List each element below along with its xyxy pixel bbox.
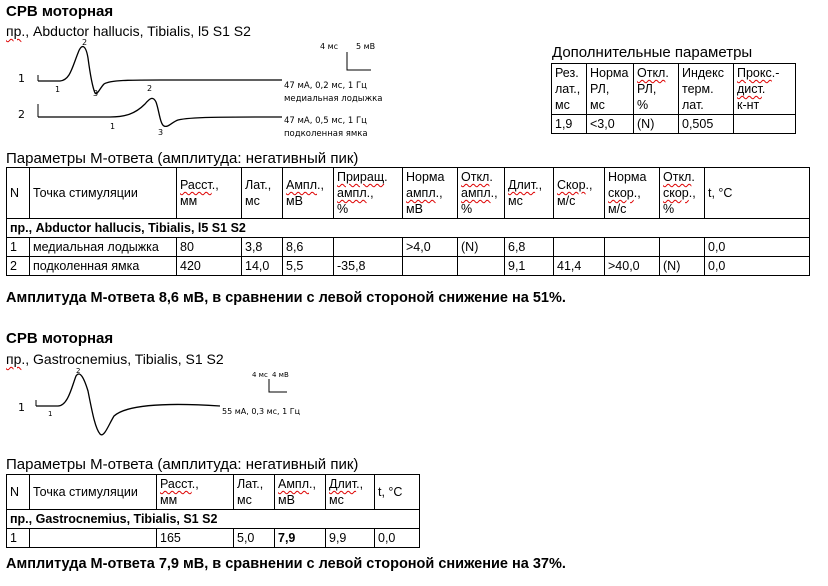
extra-values-row: [552, 115, 796, 134]
s2-scale-amp-label: 4 мВ: [272, 371, 289, 379]
section1-group-row: [7, 219, 810, 238]
section1-params-title: Параметры М-ответа (амплитуда: негативный пик): [6, 150, 359, 167]
cell: 5,5: [283, 257, 334, 276]
s2-h-dur: Длит., мс: [326, 475, 375, 510]
section2-nerve: пр., Gastrocnemius, Tibialis, S1 S2: [6, 351, 224, 367]
section2-conclusion: Амплитуда М-ответа 7,9 мВ, в сравнении с левой стороной снижение на 37%.: [6, 556, 566, 572]
h-speed: Скор., м/с: [554, 168, 605, 219]
cell: [403, 257, 458, 276]
section1-nerve: пр., Abductor hallucis, Tibialis, l5 S1 S2: [6, 23, 251, 39]
cell: (N): [660, 257, 705, 276]
section1-table: [6, 167, 810, 276]
cell: 0,0: [705, 257, 810, 276]
s2-marker-1: 1: [48, 410, 53, 418]
trace2-line: [38, 98, 282, 126]
trace2-index: 2: [18, 108, 25, 121]
t1-marker-2: 2: [82, 38, 88, 47]
cell: [30, 529, 157, 548]
trace1-site: медиальная лодыжка: [284, 94, 383, 104]
cell: 41,4: [554, 257, 605, 276]
cell: медиальная лодыжка: [30, 238, 177, 257]
h-dev-speed: Откл. скор., %: [660, 168, 705, 219]
trace2-site: подколенная ямка: [284, 129, 368, 139]
trace2-params: 47 мА, 0,5 мс, 1 Гц: [284, 116, 367, 126]
s2-h-dist: Расст., мм: [157, 475, 234, 510]
cell: 9,9: [326, 529, 375, 548]
s2-h-n: N: [7, 475, 30, 510]
cell: -35,8: [334, 257, 403, 276]
extra-params-title: Дополнительные параметры: [552, 44, 753, 61]
table-row: [7, 529, 420, 548]
extra-h-prox: Прокс.- дист. к-нт: [734, 64, 796, 115]
h-n: N: [7, 168, 30, 219]
t1-marker-3: 3: [93, 89, 99, 98]
extra-params-table: [551, 63, 796, 134]
t2-marker-2: 2: [147, 84, 153, 93]
extra-h-index: Индекс терм. лат.: [679, 64, 734, 115]
s2-h-ampl: Ампл., мВ: [275, 475, 326, 510]
cell: 165: [157, 529, 234, 548]
trace1-index: 1: [18, 72, 25, 85]
cell: 1: [7, 238, 30, 257]
cell: >40,0: [605, 257, 660, 276]
cell: 3,8: [242, 238, 283, 257]
table-row: [7, 257, 810, 276]
extra-header-row: [552, 64, 796, 115]
section2-title: СРВ моторная: [6, 330, 114, 347]
s2-marker-2: 2: [76, 367, 81, 375]
scale-amp-label: 5 мВ: [356, 42, 376, 51]
cell: 9,1: [505, 257, 554, 276]
extra-h-rez: Рез. лат., мс: [552, 64, 587, 115]
cell: 7,9: [275, 529, 326, 548]
cell: [458, 257, 505, 276]
cell: 5,0: [234, 529, 275, 548]
h-ampl: Ампл., мВ: [283, 168, 334, 219]
cell: подколенная ямка: [30, 257, 177, 276]
section2-waveforms: [0, 366, 320, 446]
s2-trace1-line: [36, 374, 220, 435]
extra-v-1: <3,0: [587, 115, 634, 134]
section2-group-row: [7, 510, 420, 529]
h-incr: Приращ. ампл., %: [334, 168, 403, 219]
cell: [554, 238, 605, 257]
section1-title: СРВ моторная: [6, 3, 114, 20]
section2-header-row: [7, 475, 420, 510]
extra-v-0: 1,9: [552, 115, 587, 134]
section1-header-row: [7, 168, 810, 219]
s2-h-lat: Лат., мс: [234, 475, 275, 510]
s2-scale-bar: [269, 379, 287, 392]
cell: 2: [7, 257, 30, 276]
s2-trace1-params: 55 мА, 0,3 мс, 1 Гц: [222, 407, 301, 416]
section1-conclusion: Амплитуда М-ответа 8,6 мВ, в сравнении с левой стороной снижение на 51%.: [6, 290, 566, 306]
s2-h-point: Точка стимуляции: [30, 475, 157, 510]
section2-params-title: Параметры М-ответа (амплитуда: негативный пик): [6, 456, 359, 473]
section1-group-label: пр., Abductor hallucis, Tibialis, l5 S1 S2: [7, 219, 810, 238]
t2-marker-1: 1: [110, 122, 116, 131]
section2-table: [6, 474, 420, 548]
t2-marker-3: 3: [158, 128, 164, 137]
extra-h-norma: Норма РЛ, мс: [587, 64, 634, 115]
h-point: Точка стимуляции: [30, 168, 177, 219]
cell: [605, 238, 660, 257]
cell: 6,8: [505, 238, 554, 257]
section1-waveforms: [0, 38, 400, 148]
h-dev-ampl: Откл. ампл., %: [458, 168, 505, 219]
cell: (N): [458, 238, 505, 257]
h-dist: Расст., мм: [177, 168, 242, 219]
extra-v-3: 0,505: [679, 115, 734, 134]
s2-scale-time-label: 4 мс: [252, 371, 268, 379]
table-row: [7, 238, 810, 257]
extra-v-2: (N): [634, 115, 679, 134]
trace1-params: 47 мА, 0,2 мс, 1 Гц: [284, 81, 367, 91]
cell: [334, 238, 403, 257]
h-norm-speed: Норма скор., м/с: [605, 168, 660, 219]
h-lat: Лат., мс: [242, 168, 283, 219]
cell: 0,0: [705, 238, 810, 257]
extra-h-otkl: Откл. РЛ, %: [634, 64, 679, 115]
s2-h-temp: t, °C: [375, 475, 420, 510]
cell: 1: [7, 529, 30, 548]
cell: >4,0: [403, 238, 458, 257]
t1-marker-1: 1: [55, 85, 61, 94]
cell: 0,0: [375, 529, 420, 548]
s2-trace1-index: 1: [18, 401, 25, 414]
cell: 420: [177, 257, 242, 276]
extra-v-4: [734, 115, 796, 134]
trace1-line: [38, 47, 282, 94]
section2-group-label: пр., Gastrocnemius, Tibialis, S1 S2: [7, 510, 420, 529]
scale-bar: [347, 52, 371, 70]
cell: 80: [177, 238, 242, 257]
scale-time-label: 4 мс: [320, 42, 339, 51]
cell: 14,0: [242, 257, 283, 276]
cell: 8,6: [283, 238, 334, 257]
h-temp: t, °C: [705, 168, 810, 219]
cell: [660, 238, 705, 257]
h-dur: Длит., мс: [505, 168, 554, 219]
h-norm-ampl: Норма ампл., мВ: [403, 168, 458, 219]
